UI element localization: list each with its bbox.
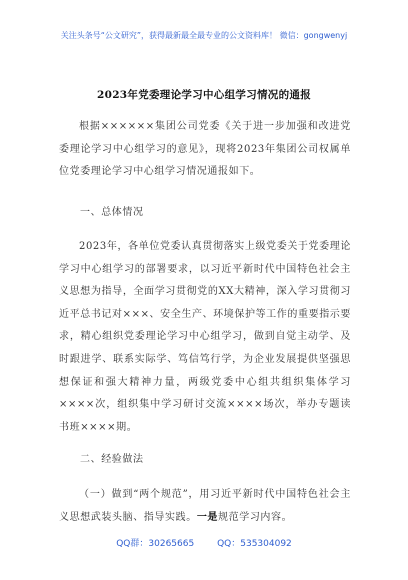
header-banner: 关注头条号“公文研究”，获得最新最全最专业的公文资料库！ 微信：gongwenyj: [60, 31, 348, 40]
footer-qq: QQ：535304092: [217, 539, 292, 549]
section2-sub-tail: 规范学习内容。: [218, 511, 293, 523]
section2-sub-text: （一）做到“两个规范”，用习近平新时代中国特色社会主义思想武装头脑、指导实践。: [59, 489, 351, 523]
section1-heading: 一、总体情况: [80, 207, 144, 218]
section2-subsection: [59, 484, 351, 529]
document-title: 2023年党委理论学习中心组学习情况的通报: [96, 89, 312, 101]
section1-paragraph: 2023年，各单位党委认真贯彻落实上级党委关于党委理论学习中心组学习的部署要求，以习近平新时代中国特色社会主义思想为指导，全面学习贯彻党的XX大精神，深入学习贯彻习近平总书记对×××、安全生产、环境保护等工作的重要指示要求，精心组织党委理论学习中心组学习，做到自觉主动学、及时跟进学、联系实际学、笃信笃行学，为企业发展提供坚强思想保证和强大精神力量，两级党委中心组共组织集体学习××××次，组织集中学习研讨交流××××场次，举办专题读书班××××期。: [59, 241, 351, 433]
intro-paragraph: 根据××××××集团公司党委《关于进一步加强和改进党委理论学习中心组学习的意见》，现将2023年集团公司权属单位党委理论学习中心组学习情况通报如下。: [59, 121, 351, 178]
section2-heading: 二、经验做法: [80, 454, 144, 465]
footer-contact: [0, 536, 408, 549]
section2-sub-bold: 一是: [196, 511, 219, 523]
footer-qq-group: QQ群：30265665: [116, 539, 195, 549]
